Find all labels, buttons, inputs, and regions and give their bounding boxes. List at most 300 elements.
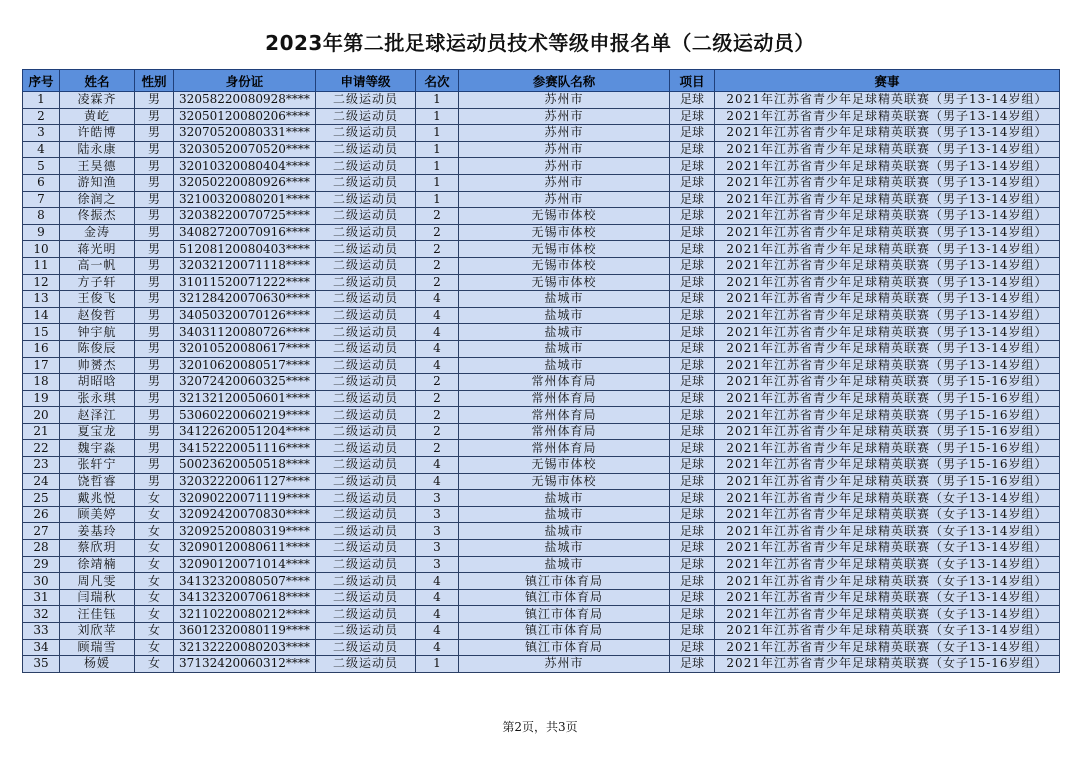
cell-id-number: 32132120050601****: [174, 390, 316, 407]
cell-team: 常州体育局: [459, 440, 670, 457]
cell-gender: 女: [135, 523, 174, 540]
cell-level: 二级运动员: [316, 523, 416, 540]
cell-team: 盐城市: [459, 523, 670, 540]
cell-id-number: 50023620050518****: [174, 457, 316, 474]
table-row: [23, 340, 1060, 357]
table-row: [23, 108, 1060, 125]
table-header-row: [23, 70, 1060, 92]
cell-id-number: 32050120080206****: [174, 108, 316, 125]
cell-sport: 足球: [670, 374, 715, 391]
cell-rank: 1: [416, 174, 459, 191]
cell-level: 二级运动员: [316, 556, 416, 573]
cell-event: 2021年江苏省青少年足球精英联赛（男子13-14岁组）: [715, 241, 1060, 258]
cell-name: 徐润之: [60, 191, 135, 208]
cell-sport: 足球: [670, 623, 715, 640]
cell-level: 二级运动员: [316, 573, 416, 590]
cell-gender: 女: [135, 656, 174, 673]
cell-index: 9: [23, 224, 60, 241]
cell-level: 二级运动员: [316, 440, 416, 457]
cell-sport: 足球: [670, 506, 715, 523]
cell-index: 26: [23, 506, 60, 523]
cell-level: 二级运动员: [316, 606, 416, 623]
cell-team: 无锡市体校: [459, 208, 670, 225]
cell-sport: 足球: [670, 573, 715, 590]
cell-event: 2021年江苏省青少年足球精英联赛（女子13-14岁组）: [715, 540, 1060, 557]
cell-event: 2021年江苏省青少年足球精英联赛（男子13-14岁组）: [715, 108, 1060, 125]
cell-level: 二级运动员: [316, 224, 416, 241]
cell-name: 魏宇淼: [60, 440, 135, 457]
cell-level: 二级运动员: [316, 589, 416, 606]
cell-level: 二级运动员: [316, 208, 416, 225]
cell-rank: 1: [416, 141, 459, 158]
cell-event: 2021年江苏省青少年足球精英联赛（男子15-16岁组）: [715, 390, 1060, 407]
cell-event: 2021年江苏省青少年足球精英联赛（女子13-14岁组）: [715, 623, 1060, 640]
cell-event: 2021年江苏省青少年足球精英联赛（男子13-14岁组）: [715, 224, 1060, 241]
cell-event: 2021年江苏省青少年足球精英联赛（男子15-16岁组）: [715, 407, 1060, 424]
cell-index: 35: [23, 656, 60, 673]
cell-sport: 足球: [670, 125, 715, 142]
cell-id-number: 32100320080201****: [174, 191, 316, 208]
cell-name: 闫瑞秋: [60, 589, 135, 606]
cell-id-number: 32010320080404****: [174, 158, 316, 175]
cell-event: 2021年江苏省青少年足球精英联赛（女子13-14岁组）: [715, 573, 1060, 590]
cell-index: 7: [23, 191, 60, 208]
cell-level: 二级运动员: [316, 357, 416, 374]
cell-level: 二级运动员: [316, 191, 416, 208]
table-row: [23, 390, 1060, 407]
cell-name: 顾瑞雪: [60, 639, 135, 656]
cell-team: 无锡市体校: [459, 224, 670, 241]
athlete-table-container: [22, 69, 1059, 673]
table-row: [23, 407, 1060, 424]
cell-gender: 女: [135, 490, 174, 507]
cell-id-number: 36012320080119****: [174, 623, 316, 640]
cell-rank: 2: [416, 407, 459, 424]
cell-id-number: 32092520080319****: [174, 523, 316, 540]
cell-index: 2: [23, 108, 60, 125]
cell-sport: 足球: [670, 656, 715, 673]
cell-rank: 1: [416, 125, 459, 142]
cell-level: 二级运动员: [316, 125, 416, 142]
cell-name: 凌霖齐: [60, 92, 135, 109]
cell-index: 18: [23, 374, 60, 391]
cell-team: 无锡市体校: [459, 274, 670, 291]
cell-rank: 4: [416, 473, 459, 490]
cell-event: 2021年江苏省青少年足球精英联赛（男子13-14岁组）: [715, 340, 1060, 357]
table-row: [23, 656, 1060, 673]
cell-gender: 男: [135, 457, 174, 474]
cell-event: 2021年江苏省青少年足球精英联赛（男子13-14岁组）: [715, 324, 1060, 341]
cell-sport: 足球: [670, 257, 715, 274]
table-row: [23, 639, 1060, 656]
cell-sport: 足球: [670, 440, 715, 457]
cell-gender: 女: [135, 623, 174, 640]
cell-gender: 男: [135, 374, 174, 391]
cell-gender: 男: [135, 125, 174, 142]
cell-team: 常州体育局: [459, 390, 670, 407]
cell-index: 28: [23, 540, 60, 557]
table-row: [23, 556, 1060, 573]
table-row: [23, 174, 1060, 191]
table-row: [23, 523, 1060, 540]
cell-id-number: 34050320070126****: [174, 307, 316, 324]
cell-rank: 2: [416, 423, 459, 440]
table-row: [23, 158, 1060, 175]
cell-sport: 足球: [670, 490, 715, 507]
header-gender: 性别: [135, 70, 174, 92]
table-row: [23, 606, 1060, 623]
cell-id-number: 34122620051204****: [174, 423, 316, 440]
table-row: [23, 324, 1060, 341]
cell-index: 11: [23, 257, 60, 274]
cell-rank: 4: [416, 291, 459, 308]
cell-event: 2021年江苏省青少年足球精英联赛（男子13-14岁组）: [715, 158, 1060, 175]
cell-sport: 足球: [670, 208, 715, 225]
cell-level: 二级运动员: [316, 92, 416, 109]
cell-level: 二级运动员: [316, 390, 416, 407]
cell-team: 苏州市: [459, 108, 670, 125]
cell-index: 4: [23, 141, 60, 158]
cell-id-number: 34152220051116****: [174, 440, 316, 457]
table-row: [23, 92, 1060, 109]
cell-event: 2021年江苏省青少年足球精英联赛（女子13-14岁组）: [715, 506, 1060, 523]
cell-team: 镇江市体育局: [459, 606, 670, 623]
cell-id-number: 32058220080928****: [174, 92, 316, 109]
cell-index: 19: [23, 390, 60, 407]
cell-sport: 足球: [670, 191, 715, 208]
header-index: 序号: [23, 70, 60, 92]
cell-rank: 4: [416, 340, 459, 357]
cell-sport: 足球: [670, 291, 715, 308]
cell-team: 苏州市: [459, 141, 670, 158]
cell-rank: 4: [416, 573, 459, 590]
table-row: [23, 224, 1060, 241]
cell-rank: 2: [416, 440, 459, 457]
cell-level: 二级运动员: [316, 423, 416, 440]
cell-sport: 足球: [670, 307, 715, 324]
cell-sport: 足球: [670, 224, 715, 241]
cell-gender: 男: [135, 274, 174, 291]
cell-level: 二级运动员: [316, 158, 416, 175]
cell-name: 佟振杰: [60, 208, 135, 225]
cell-gender: 男: [135, 141, 174, 158]
cell-index: 16: [23, 340, 60, 357]
cell-id-number: 32090220071119****: [174, 490, 316, 507]
cell-team: 盐城市: [459, 490, 670, 507]
header-name: 姓名: [60, 70, 135, 92]
cell-name: 姜基玲: [60, 523, 135, 540]
cell-rank: 1: [416, 656, 459, 673]
cell-id-number: 53060220060219****: [174, 407, 316, 424]
cell-event: 2021年江苏省青少年足球精英联赛（女子13-14岁组）: [715, 556, 1060, 573]
header-team: 参赛队名称: [459, 70, 670, 92]
cell-level: 二级运动员: [316, 473, 416, 490]
cell-name: 胡昭晗: [60, 374, 135, 391]
cell-gender: 男: [135, 191, 174, 208]
cell-rank: 2: [416, 257, 459, 274]
cell-rank: 2: [416, 274, 459, 291]
page-title: 2023年第二批足球运动员技术等级申报名单（二级运动员）: [265, 31, 815, 55]
cell-id-number: 31011520071222****: [174, 274, 316, 291]
cell-level: 二级运动员: [316, 374, 416, 391]
cell-gender: 女: [135, 639, 174, 656]
cell-id-number: 34031120080726****: [174, 324, 316, 341]
cell-name: 黄屹: [60, 108, 135, 125]
cell-event: 2021年江苏省青少年足球精英联赛（男子15-16岁组）: [715, 423, 1060, 440]
cell-event: 2021年江苏省青少年足球精英联赛（女子13-14岁组）: [715, 639, 1060, 656]
cell-name: 戴兆悦: [60, 490, 135, 507]
cell-name: 金涛: [60, 224, 135, 241]
cell-gender: 男: [135, 324, 174, 341]
cell-rank: 3: [416, 540, 459, 557]
cell-index: 23: [23, 457, 60, 474]
cell-name: 顾美婷: [60, 506, 135, 523]
cell-name: 张永琪: [60, 390, 135, 407]
cell-gender: 女: [135, 573, 174, 590]
cell-level: 二级运动员: [316, 340, 416, 357]
cell-sport: 足球: [670, 473, 715, 490]
cell-gender: 男: [135, 174, 174, 191]
cell-id-number: 32010520080617****: [174, 340, 316, 357]
cell-rank: 4: [416, 457, 459, 474]
cell-rank: 1: [416, 92, 459, 109]
table-row: [23, 540, 1060, 557]
cell-team: 苏州市: [459, 92, 670, 109]
table-row: [23, 573, 1060, 590]
cell-rank: 2: [416, 241, 459, 258]
cell-index: 20: [23, 407, 60, 424]
cell-gender: 男: [135, 108, 174, 125]
table-row: [23, 241, 1060, 258]
cell-index: 17: [23, 357, 60, 374]
cell-sport: 足球: [670, 274, 715, 291]
cell-name: 帅赟杰: [60, 357, 135, 374]
cell-team: 镇江市体育局: [459, 639, 670, 656]
table-body: [23, 92, 1060, 673]
cell-index: 1: [23, 92, 60, 109]
table-row: [23, 125, 1060, 142]
cell-rank: 2: [416, 224, 459, 241]
cell-event: 2021年江苏省青少年足球精英联赛（男子13-14岁组）: [715, 191, 1060, 208]
cell-sport: 足球: [670, 423, 715, 440]
cell-index: 3: [23, 125, 60, 142]
cell-id-number: 32092420070830****: [174, 506, 316, 523]
cell-rank: 4: [416, 589, 459, 606]
cell-team: 无锡市体校: [459, 241, 670, 258]
cell-sport: 足球: [670, 340, 715, 357]
cell-level: 二级运动员: [316, 307, 416, 324]
cell-gender: 女: [135, 540, 174, 557]
table-row: [23, 623, 1060, 640]
cell-gender: 男: [135, 407, 174, 424]
table-row: [23, 374, 1060, 391]
cell-id-number: 32050220080926****: [174, 174, 316, 191]
table-row: [23, 423, 1060, 440]
cell-level: 二级运动员: [316, 274, 416, 291]
cell-gender: 男: [135, 224, 174, 241]
cell-rank: 4: [416, 606, 459, 623]
table-row: [23, 490, 1060, 507]
cell-id-number: 32032220061127****: [174, 473, 316, 490]
cell-index: 34: [23, 639, 60, 656]
cell-event: 2021年江苏省青少年足球精英联赛（男子13-14岁组）: [715, 257, 1060, 274]
cell-gender: 男: [135, 390, 174, 407]
cell-event: 2021年江苏省青少年足球精英联赛（女子13-14岁组）: [715, 490, 1060, 507]
cell-index: 5: [23, 158, 60, 175]
cell-gender: 女: [135, 506, 174, 523]
cell-id-number: 32090120080611****: [174, 540, 316, 557]
cell-event: 2021年江苏省青少年足球精英联赛（女子13-14岁组）: [715, 523, 1060, 540]
cell-event: 2021年江苏省青少年足球精英联赛（女子15-16岁组）: [715, 656, 1060, 673]
cell-event: 2021年江苏省青少年足球精英联赛（男子15-16岁组）: [715, 473, 1060, 490]
cell-index: 27: [23, 523, 60, 540]
cell-level: 二级运动员: [316, 490, 416, 507]
cell-id-number: 32110220080212****: [174, 606, 316, 623]
cell-sport: 足球: [670, 174, 715, 191]
cell-level: 二级运动员: [316, 639, 416, 656]
cell-name: 陆永康: [60, 141, 135, 158]
cell-name: 刘欣苹: [60, 623, 135, 640]
cell-rank: 4: [416, 324, 459, 341]
cell-name: 赵俊哲: [60, 307, 135, 324]
table-row: [23, 307, 1060, 324]
cell-index: 29: [23, 556, 60, 573]
cell-team: 常州体育局: [459, 423, 670, 440]
cell-name: 汪佳钰: [60, 606, 135, 623]
cell-team: 盐城市: [459, 556, 670, 573]
cell-rank: 2: [416, 374, 459, 391]
cell-event: 2021年江苏省青少年足球精英联赛（男子13-14岁组）: [715, 208, 1060, 225]
cell-id-number: 34082720070916****: [174, 224, 316, 241]
header-id-number: 身份证: [174, 70, 316, 92]
cell-event: 2021年江苏省青少年足球精英联赛（男子13-14岁组）: [715, 92, 1060, 109]
cell-id-number: 32128420070630****: [174, 291, 316, 308]
cell-team: 盐城市: [459, 291, 670, 308]
cell-id-number: 32090120071014****: [174, 556, 316, 573]
cell-id-number: 34132320080507****: [174, 573, 316, 590]
cell-rank: 1: [416, 158, 459, 175]
cell-gender: 男: [135, 158, 174, 175]
cell-id-number: 32132220080203****: [174, 639, 316, 656]
cell-name: 赵泽江: [60, 407, 135, 424]
cell-id-number: 34132320070618****: [174, 589, 316, 606]
cell-team: 无锡市体校: [459, 257, 670, 274]
cell-name: 蔡欣玥: [60, 540, 135, 557]
cell-team: 盐城市: [459, 307, 670, 324]
cell-event: 2021年江苏省青少年足球精英联赛（男子13-14岁组）: [715, 274, 1060, 291]
cell-gender: 男: [135, 257, 174, 274]
cell-gender: 男: [135, 473, 174, 490]
cell-gender: 女: [135, 606, 174, 623]
cell-gender: 男: [135, 357, 174, 374]
table-row: [23, 457, 1060, 474]
cell-level: 二级运动员: [316, 656, 416, 673]
cell-name: 饶哲睿: [60, 473, 135, 490]
cell-rank: 1: [416, 108, 459, 125]
cell-team: 盐城市: [459, 540, 670, 557]
cell-gender: 女: [135, 589, 174, 606]
cell-index: 14: [23, 307, 60, 324]
cell-level: 二级运动员: [316, 291, 416, 308]
cell-team: 苏州市: [459, 125, 670, 142]
cell-team: 盐城市: [459, 357, 670, 374]
cell-index: 12: [23, 274, 60, 291]
cell-event: 2021年江苏省青少年足球精英联赛（男子13-14岁组）: [715, 125, 1060, 142]
cell-level: 二级运动员: [316, 457, 416, 474]
cell-team: 无锡市体校: [459, 473, 670, 490]
cell-index: 32: [23, 606, 60, 623]
cell-name: 方子轩: [60, 274, 135, 291]
cell-name: 钟宇航: [60, 324, 135, 341]
cell-sport: 足球: [670, 158, 715, 175]
cell-rank: 4: [416, 357, 459, 374]
table-row: [23, 257, 1060, 274]
cell-rank: 2: [416, 390, 459, 407]
cell-event: 2021年江苏省青少年足球精英联赛（男子13-14岁组）: [715, 174, 1060, 191]
cell-index: 13: [23, 291, 60, 308]
cell-level: 二级运动员: [316, 506, 416, 523]
cell-sport: 足球: [670, 540, 715, 557]
cell-name: 许皓博: [60, 125, 135, 142]
cell-event: 2021年江苏省青少年足球精英联赛（女子13-14岁组）: [715, 606, 1060, 623]
cell-sport: 足球: [670, 523, 715, 540]
cell-index: 15: [23, 324, 60, 341]
cell-team: 苏州市: [459, 158, 670, 175]
cell-event: 2021年江苏省青少年足球精英联赛（男子15-16岁组）: [715, 374, 1060, 391]
cell-gender: 男: [135, 423, 174, 440]
cell-rank: 3: [416, 523, 459, 540]
cell-gender: 男: [135, 241, 174, 258]
cell-event: 2021年江苏省青少年足球精英联赛（男子15-16岁组）: [715, 457, 1060, 474]
cell-id-number: 51208120080403****: [174, 241, 316, 258]
table-row: [23, 191, 1060, 208]
cell-id-number: 37132420060312****: [174, 656, 316, 673]
cell-team: 无锡市体校: [459, 457, 670, 474]
cell-id-number: 32070520080331****: [174, 125, 316, 142]
table-row: [23, 274, 1060, 291]
cell-gender: 男: [135, 291, 174, 308]
cell-level: 二级运动员: [316, 324, 416, 341]
cell-level: 二级运动员: [316, 108, 416, 125]
cell-team: 盐城市: [459, 324, 670, 341]
cell-gender: 男: [135, 340, 174, 357]
cell-team: 常州体育局: [459, 374, 670, 391]
header-event: 赛事: [715, 70, 1060, 92]
cell-rank: 3: [416, 556, 459, 573]
cell-sport: 足球: [670, 141, 715, 158]
cell-name: 张轩宁: [60, 457, 135, 474]
cell-rank: 4: [416, 639, 459, 656]
cell-index: 22: [23, 440, 60, 457]
cell-event: 2021年江苏省青少年足球精英联赛（男子13-14岁组）: [715, 307, 1060, 324]
table-row: [23, 589, 1060, 606]
cell-name: 周凡雯: [60, 573, 135, 590]
cell-name: 蒋光明: [60, 241, 135, 258]
cell-index: 31: [23, 589, 60, 606]
table-row: [23, 141, 1060, 158]
cell-name: 杨媛: [60, 656, 135, 673]
cell-gender: 女: [135, 556, 174, 573]
cell-team: 镇江市体育局: [459, 623, 670, 640]
cell-name: 高一帆: [60, 257, 135, 274]
cell-team: 苏州市: [459, 656, 670, 673]
cell-sport: 足球: [670, 390, 715, 407]
table-row: [23, 357, 1060, 374]
cell-team: 盐城市: [459, 340, 670, 357]
cell-index: 25: [23, 490, 60, 507]
table-row: [23, 440, 1060, 457]
cell-level: 二级运动员: [316, 174, 416, 191]
